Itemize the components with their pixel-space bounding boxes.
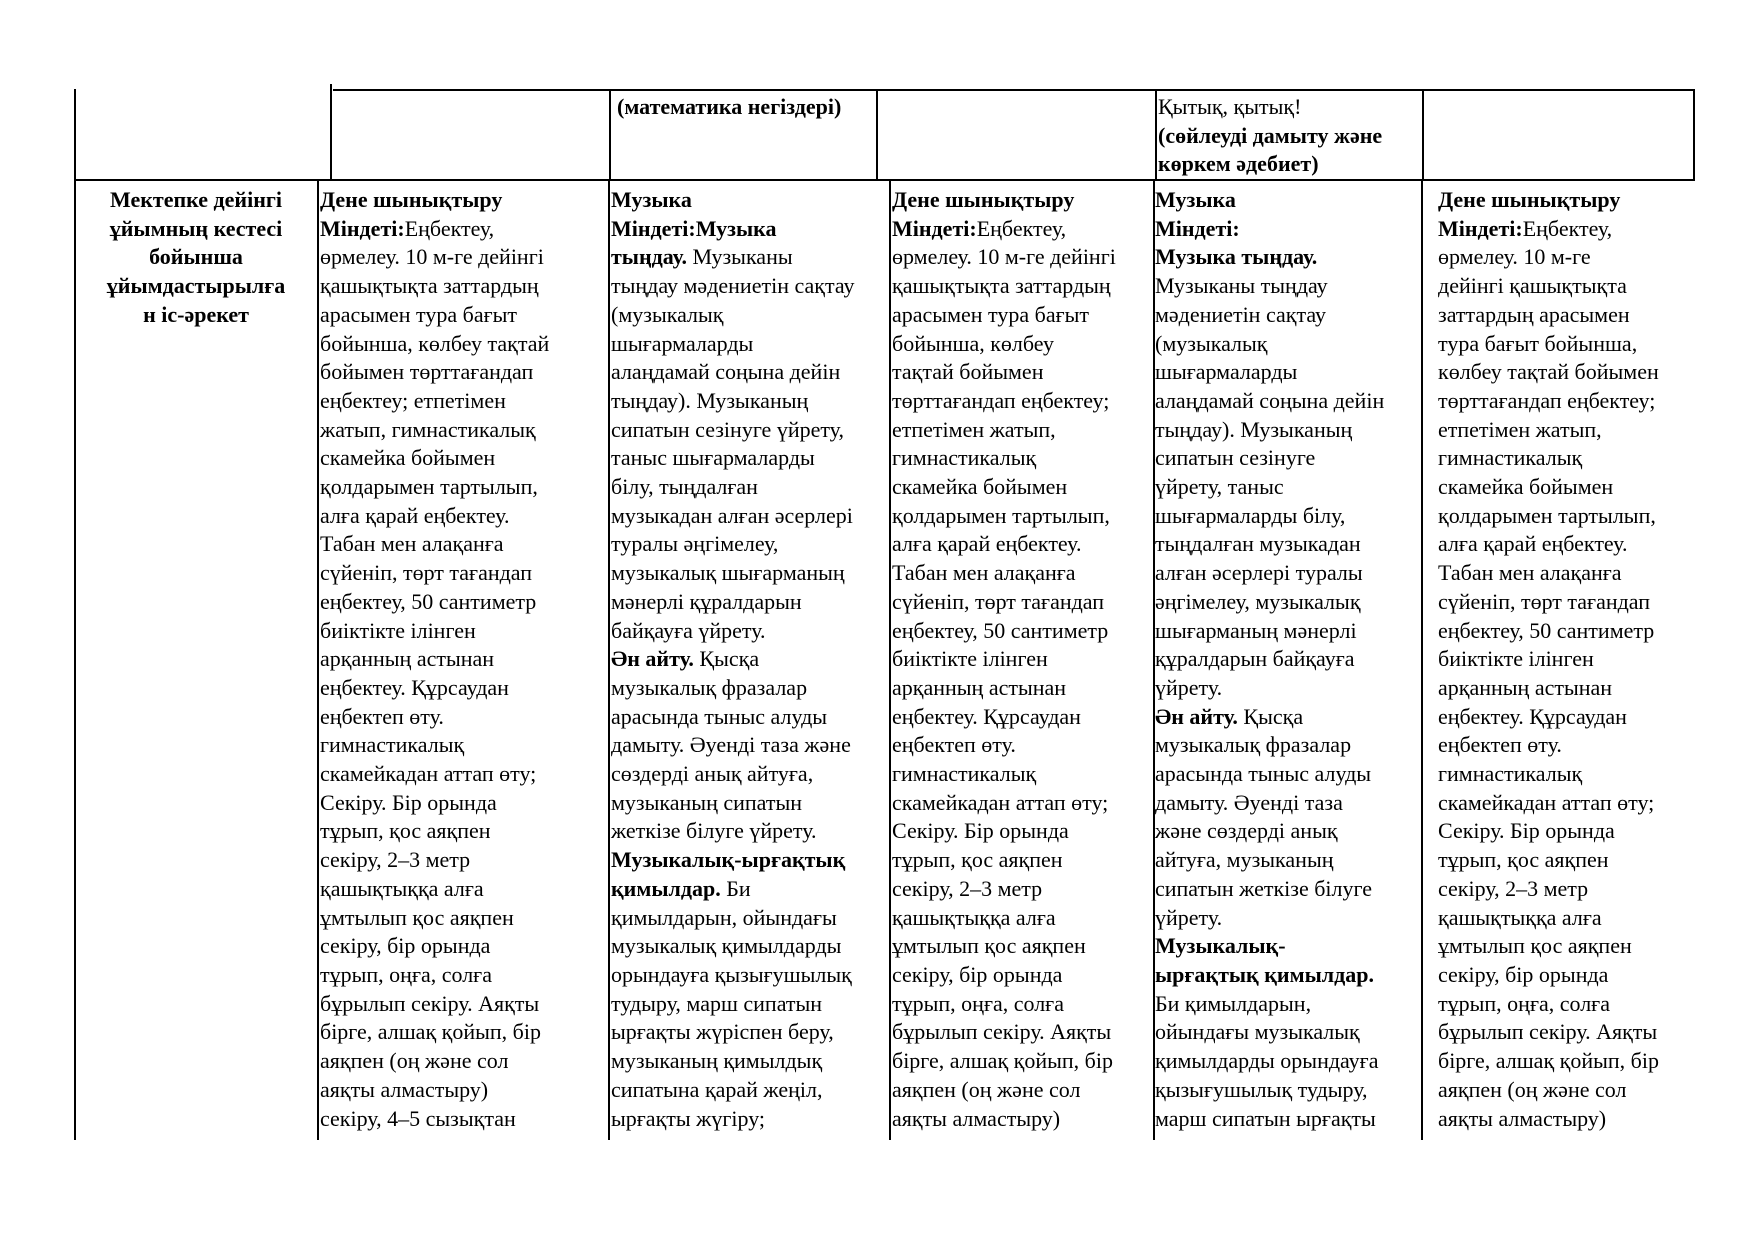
text-line: өрмелеу. 10 м-ге дейінгі <box>320 244 544 270</box>
text-line: гимнастикалық <box>892 445 1037 471</box>
text-run: Би <box>720 875 751 901</box>
row-label-line: Мектепке дейінгі <box>109 187 282 212</box>
text-line: сөздерді анық айтуға, <box>611 761 814 787</box>
header-speech-line-3: көркем әдебиет) <box>1158 151 1319 177</box>
text-line <box>1438 215 1659 244</box>
text-line: ұмтылып қос аяқпен <box>892 933 1086 959</box>
text-line: тыңдалған музыкадан <box>1155 531 1361 557</box>
text-line: қашықтыққа алға <box>892 904 1056 930</box>
text-line <box>611 243 854 272</box>
text-line: секіру, бір орында <box>892 961 1063 987</box>
text-line: байқауға үйрету. <box>611 617 766 643</box>
text-line: сипатына қарай жеңіл, <box>611 1076 823 1102</box>
text-line: төрттағандап еңбектеу; <box>892 387 1110 413</box>
text-line: еңбектеу; етпетімен <box>320 387 506 413</box>
text-line: еңбектеу. Құрсаудан <box>1438 703 1627 729</box>
text-line: ырғақты жүгіру; <box>611 1105 766 1131</box>
text-line: алаңдамай соңына дейін <box>611 359 841 385</box>
row-label-line: бойынша <box>149 244 243 270</box>
text-line: сүйеніп, төрт тағандап <box>892 588 1105 614</box>
text-line: биіктікте ілінген <box>892 646 1048 672</box>
text-line: бұрылып секіру. Аяқты <box>320 990 540 1016</box>
text-line: сүйеніп, төрт тағандап <box>1438 588 1651 614</box>
cell-music-2 <box>1155 186 1384 1133</box>
text-line: скамейка бойымен <box>320 445 496 471</box>
text-line: тұрып, қос аяқпен <box>892 847 1063 873</box>
text-line: еңбектеп өту. <box>892 732 1016 758</box>
text-line: (музыкалық <box>611 301 724 327</box>
text-line: Міндеті:Музыка <box>611 215 777 241</box>
text-run: Қысқа <box>693 646 760 672</box>
cell-physical-education-1 <box>320 186 549 1133</box>
text-line: ұмтылып қос аяқпен <box>320 904 514 930</box>
text-line: музыкалық фразалар <box>1155 732 1352 758</box>
text-line: скамейкадан аттап өту; <box>1438 789 1655 815</box>
text-line: биіктікте ілінген <box>1438 646 1594 672</box>
row-label-line: ұйымдастырылға <box>106 273 286 299</box>
text-line: білу, тыңдалған <box>611 474 758 500</box>
header-cell-speech <box>1158 93 1382 179</box>
text-run: Еңбектеу, <box>1522 215 1613 241</box>
row-label-line: ұйымның кестесі <box>109 215 283 241</box>
text-line: дамыту. Әуенді таза және <box>611 732 851 758</box>
text-line: Музыка <box>611 187 692 212</box>
header-cell-math <box>617 93 841 122</box>
text-line: тұрып, оңға, солға <box>892 990 1064 1016</box>
text-run: Музыканы <box>686 244 793 270</box>
bold-text: Міндеті: <box>1438 215 1523 241</box>
text-line: туралы әңгімелеу, <box>611 531 779 557</box>
text-line: Табан мен алақанға <box>892 560 1076 586</box>
text-line: тақтай бойымен <box>892 359 1044 385</box>
text-line: етпетімен жатып, <box>892 416 1056 442</box>
text-line: айтуға, музыканың <box>1155 847 1334 873</box>
text-run: Қысқа <box>1237 703 1304 729</box>
header-math-text: (математика негіздері) <box>617 94 842 119</box>
text-line: ойындағы музыкалық <box>1155 1019 1360 1045</box>
header-divider-2 <box>609 89 611 180</box>
text-line: алға қарай еңбектеу. <box>1438 531 1628 557</box>
cell-physical-education-3 <box>1438 186 1659 1133</box>
text-line: Дене шынықтыру <box>320 187 503 212</box>
text-line: Музыкалық-ырғақтық <box>611 847 846 873</box>
cell-physical-education-2 <box>892 186 1116 1133</box>
text-line: Би қимылдарын, <box>1155 990 1312 1016</box>
text-run: Еңбектеу, <box>404 215 495 241</box>
text-line <box>611 875 854 904</box>
table-left-border <box>74 89 76 1140</box>
row-label <box>82 186 310 330</box>
text-line: қолдарымен тартылып, <box>892 502 1110 528</box>
text-line: өрмелеу. 10 м-ге дейінгі <box>892 244 1116 270</box>
text-line: үйрету. <box>1155 904 1223 930</box>
table-top-border <box>333 89 1695 91</box>
text-line: дейінгі қашықтықта <box>1438 273 1627 299</box>
cell-music-1 <box>611 186 854 1133</box>
text-line: ырғақтық қимылдар. <box>1155 961 1374 987</box>
text-line: тыңдау мәдениетін сақтау <box>611 273 855 299</box>
text-line: аяқты алмастыру) <box>892 1105 1061 1131</box>
text-line: қашықтыққа алға <box>320 875 484 901</box>
text-line: құралдарын байқауға <box>1155 646 1355 672</box>
text-line: гимнастикалық <box>1438 761 1583 787</box>
text-line: скамейка бойымен <box>1438 474 1614 500</box>
text-line: музыкалық қимылдарды <box>611 933 842 959</box>
text-line: арасымен тура бағыт <box>320 301 518 327</box>
table-right-border <box>1693 89 1695 180</box>
text-line: секіру, 4–5 сызықтан <box>320 1105 516 1131</box>
text-line: сүйеніп, төрт тағандап <box>320 560 533 586</box>
text-line: жатып, гимнастикалық <box>320 416 536 442</box>
header-speech-line-2: (сөйлеуді дамыту және <box>1158 122 1383 148</box>
text-line: қолдарымен тартылып, <box>320 474 538 500</box>
text-line: бірге, алшақ қойып, бір <box>892 1048 1113 1074</box>
text-line: заттардың арасымен <box>1438 301 1630 327</box>
text-line: тұрып, қос аяқпен <box>1438 847 1609 873</box>
text-line: скамейкадан аттап өту; <box>892 789 1109 815</box>
text-line: қолдарымен тартылып, <box>1438 502 1656 528</box>
text-line: және сөздерді анық <box>1155 818 1338 844</box>
text-line: музыканың қимылдық <box>611 1048 823 1074</box>
text-line: гимнастикалық <box>892 761 1037 787</box>
main-divider-2 <box>608 181 610 1140</box>
text-line: алаңдамай соңына дейін <box>1155 387 1385 413</box>
bold-text: Ән айту. <box>611 646 694 672</box>
text-line: таныс шығармаларды <box>611 445 815 471</box>
text-line: шығарманың мәнерлі <box>1155 617 1357 643</box>
text-line: қимылдарды орындауға <box>1155 1048 1379 1074</box>
text-line: төрттағандап еңбектеу; <box>1438 387 1656 413</box>
text-line: әңгімелеу, музыкалық <box>1155 588 1361 614</box>
bold-text: қимылдар. <box>611 875 721 901</box>
text-line: тудыру, марш сипатын <box>611 990 823 1016</box>
text-line: үйрету. <box>1155 674 1223 700</box>
text-line: музыкадан алған әсерлері <box>611 502 853 528</box>
text-line: бойынша, көлбеу тақтай <box>320 330 550 356</box>
text-line: тұрып, оңға, солға <box>1438 990 1610 1016</box>
header-speech-line-1: Қытық, қытық! <box>1158 94 1302 119</box>
text-line: еңбектеу, 50 сантиметр <box>320 588 537 614</box>
text-line: аяқпен (оң және сол <box>1438 1076 1627 1102</box>
bold-text: Міндеті: <box>320 215 405 241</box>
text-line: биіктікте ілінген <box>320 617 476 643</box>
bold-text: тыңдау. <box>611 244 687 270</box>
text-line: мәнерлі құралдарын <box>611 588 802 614</box>
text-line: мәдениетін сақтау <box>1155 301 1326 327</box>
text-line: аяқты алмастыру) <box>320 1076 489 1102</box>
bold-text: Ән айту. <box>1155 703 1238 729</box>
text-line: Табан мен алақанға <box>1438 560 1622 586</box>
text-line <box>611 645 854 674</box>
text-line: музыкалық шығарманың <box>611 560 845 586</box>
text-line <box>1155 703 1384 732</box>
text-line: тұрып, қос аяқпен <box>320 818 491 844</box>
text-line: Музыкалық- <box>1155 933 1286 959</box>
text-line: аяқпен (оң және сол <box>320 1048 509 1074</box>
text-line: алға қарай еңбектеу. <box>320 502 510 528</box>
text-line: еңбектеп өту. <box>320 703 444 729</box>
header-divider-4 <box>1155 89 1157 180</box>
text-line: сипатын сезінуге <box>1155 445 1316 471</box>
row-label-line: н іс-әрекет <box>143 301 249 327</box>
text-line: бұрылып секіру. Аяқты <box>892 1019 1112 1045</box>
text-line: еңбектеу, 50 сантиметр <box>1438 617 1655 643</box>
main-divider-5 <box>1421 181 1423 1140</box>
text-line: тыңдау). Музыканың <box>611 387 809 413</box>
text-line: дамыту. Әуенді таза <box>1155 789 1343 815</box>
text-line: музыканың сипатын <box>611 789 803 815</box>
text-line: арқанның астынан <box>892 674 1067 700</box>
text-line: Секіру. Бір орында <box>320 789 497 815</box>
header-divider-1 <box>330 84 332 180</box>
text-line: секіру, 2–3 метр <box>1438 875 1589 901</box>
text-line: шығармаларды білу, <box>1155 502 1346 528</box>
text-line: еңбектеу, 50 сантиметр <box>892 617 1109 643</box>
text-line: музыкалық фразалар <box>611 674 808 700</box>
text-line: аяқты алмастыру) <box>1438 1105 1607 1131</box>
text-line: үйрету, таныс <box>1155 474 1284 500</box>
text-line: Музыканы тыңдау <box>1155 273 1328 299</box>
main-divider-1 <box>317 181 319 1140</box>
text-line: тыңдау). Музыканың <box>1155 416 1353 442</box>
text-line: Секіру. Бір орында <box>1438 818 1615 844</box>
text-line: тура бағыт бойынша, <box>1438 330 1638 356</box>
text-line: бұрылып секіру. Аяқты <box>1438 1019 1658 1045</box>
text-line: арасында тыныс алуды <box>1155 761 1372 787</box>
text-line: Табан мен алақанға <box>320 531 504 557</box>
text-line <box>892 215 1116 244</box>
text-line: арқанның астынан <box>1438 674 1613 700</box>
text-line: қимылдарын, ойындағы <box>611 904 837 930</box>
text-line: қашықтықта заттардың <box>320 273 539 299</box>
text-line: марш сипатын ырғақты <box>1155 1105 1376 1131</box>
text-line: секіру, 2–3 метр <box>892 875 1043 901</box>
text-line: жеткізе білуге үйрету. <box>611 818 817 844</box>
text-line: алған әсерлері туралы <box>1155 560 1363 586</box>
text-line: Міндеті: <box>1155 215 1240 241</box>
text-line: орындауға қызығушылық <box>611 961 852 987</box>
text-line: бойымен төрттағандап <box>320 359 534 385</box>
text-line: Музыка тыңдау. <box>1155 244 1318 270</box>
text-line: көлбеу тақтай бойымен <box>1438 359 1659 385</box>
text-line: ырғақты жүріспен беру, <box>611 1019 834 1045</box>
text-line: бірге, алшақ қойып, бір <box>1438 1048 1659 1074</box>
header-divider-3 <box>876 89 878 180</box>
text-run: Еңбектеу, <box>976 215 1067 241</box>
text-line: арасымен тура бағыт <box>892 301 1090 327</box>
text-line: бойынша, көлбеу <box>892 330 1055 356</box>
text-line: секіру, 2–3 метр <box>320 847 471 873</box>
text-line: ұмтылып қос аяқпен <box>1438 933 1632 959</box>
text-line: тұрып, оңға, солға <box>320 961 492 987</box>
text-line: Музыка <box>1155 187 1236 212</box>
bold-text: Міндеті: <box>892 215 977 241</box>
text-line: еңбектеп өту. <box>1438 732 1562 758</box>
text-line: арқанның астынан <box>320 646 495 672</box>
text-line <box>320 215 549 244</box>
text-line: алға қарай еңбектеу. <box>892 531 1082 557</box>
text-line: гимнастикалық <box>1438 445 1583 471</box>
text-line: қашықтыққа алға <box>1438 904 1602 930</box>
text-line: бірге, алшақ қойып, бір <box>320 1019 541 1045</box>
text-line: Дене шынықтыру <box>1438 187 1621 212</box>
text-line: гимнастикалық <box>320 732 465 758</box>
header-divider-5 <box>1422 89 1424 180</box>
text-line: сипатын сезінуге үйрету, <box>611 416 844 442</box>
text-line: скамейкадан аттап өту; <box>320 761 537 787</box>
text-line: өрмелеу. 10 м-ге <box>1438 244 1591 270</box>
text-line: қызығушылық тудыру, <box>1155 1076 1368 1102</box>
text-line: еңбектеу. Құрсаудан <box>892 703 1081 729</box>
main-divider-3 <box>889 181 891 1140</box>
text-line: етпетімен жатып, <box>1438 416 1602 442</box>
text-line: (музыкалық <box>1155 330 1268 356</box>
text-line: аяқпен (оң және сол <box>892 1076 1081 1102</box>
text-line: Секіру. Бір орында <box>892 818 1069 844</box>
text-line: скамейка бойымен <box>892 474 1068 500</box>
text-line: сипатын жеткізе білуге <box>1155 875 1373 901</box>
text-line: арасында тыныс алуды <box>611 703 828 729</box>
text-line: секіру, бір орында <box>1438 961 1609 987</box>
text-line: қашықтықта заттардың <box>892 273 1111 299</box>
text-line: Дене шынықтыру <box>892 187 1075 212</box>
text-line: секіру, бір орында <box>320 933 491 959</box>
text-line: шығармаларды <box>1155 359 1298 385</box>
text-line: еңбектеу. Құрсаудан <box>320 674 509 700</box>
text-line: шығармаларды <box>611 330 754 356</box>
